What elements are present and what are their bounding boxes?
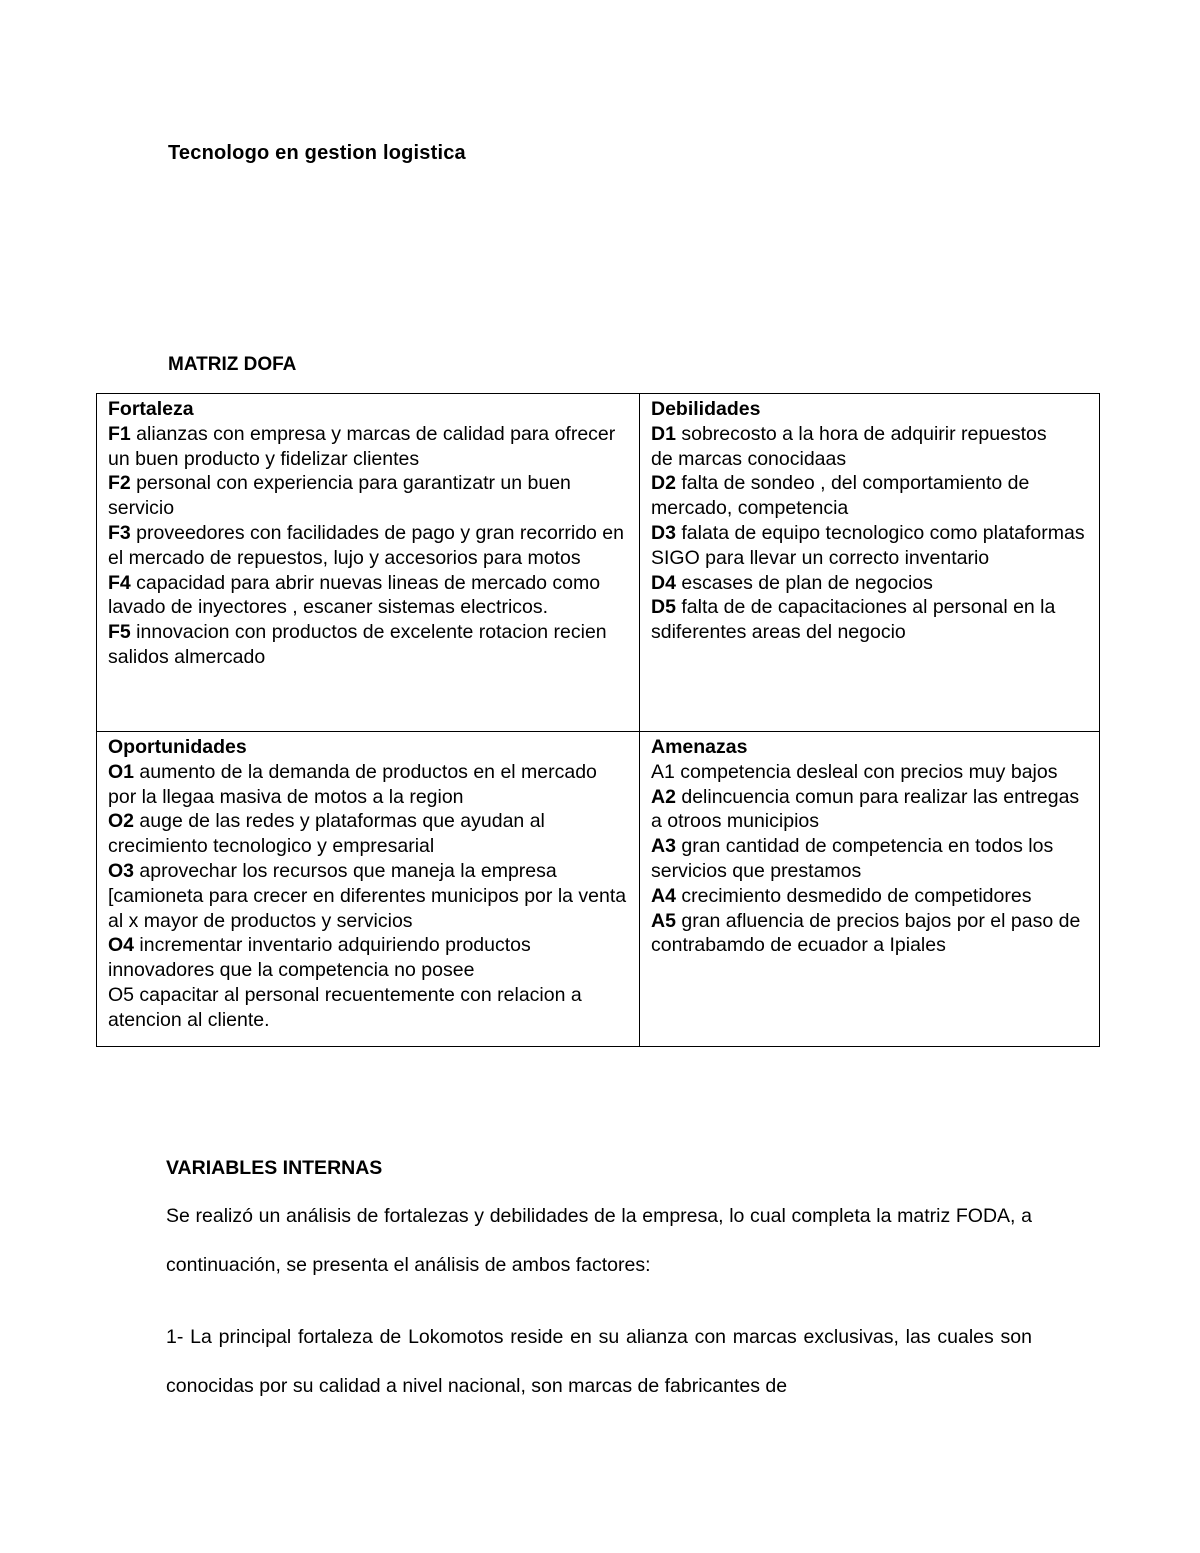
list-item bbox=[651, 571, 1089, 596]
paragraph-analysis-intro: Se realizó un análisis de fortalezas y debilidades de la empresa, lo cual completa la matriz FODA, a continuación, se presenta el análisis de ambos factores: bbox=[166, 1205, 1032, 1276]
item-code: A5 bbox=[651, 909, 676, 932]
document-title: Tecnologo en gestion logistica bbox=[168, 142, 466, 164]
item-text: crecimiento desmedido de competidores bbox=[675, 884, 1032, 907]
amenazas-list bbox=[651, 760, 1089, 958]
list-item bbox=[651, 521, 1089, 571]
list-item bbox=[651, 834, 1089, 884]
list-item bbox=[108, 760, 629, 810]
fortalezas-list bbox=[108, 422, 629, 670]
item-code: D5 bbox=[651, 596, 676, 619]
item-text: escases de plan de negocios bbox=[675, 571, 933, 594]
item-code: O1 bbox=[108, 760, 135, 783]
item-code: A2 bbox=[651, 785, 676, 808]
amenazas-heading: Amenazas bbox=[651, 736, 748, 758]
oportunidades-list bbox=[108, 760, 629, 1033]
list-item bbox=[108, 859, 629, 933]
item-text: gran afluencia de precios bajos por el paso de contrabamdo de ecuador a Ipiales bbox=[651, 909, 1081, 957]
item-code: F5 bbox=[108, 621, 131, 644]
item-code: O2 bbox=[108, 810, 135, 833]
item-text: gran cantidad de competencia en todos los servicios que prestamos bbox=[651, 835, 1054, 882]
item-code: A3 bbox=[651, 835, 676, 858]
list-item bbox=[651, 447, 1089, 472]
list-item bbox=[108, 471, 629, 521]
item-text: O5 capacitar al personal recuentemente con relacion a atencion al cliente. bbox=[108, 983, 582, 1031]
oportunidades-cell bbox=[97, 732, 640, 1047]
fortalezas-heading: Fortaleza bbox=[108, 398, 194, 420]
item-text: falata de equipo tecnologico como plataformas SIGO para llevar un correcto inventario bbox=[651, 521, 1085, 569]
item-text: aprovechar los recursos que maneja la empresa [camioneta para crecer en diferentes municipos por la venta al x mayor de productos y servicios bbox=[108, 859, 627, 932]
list-item bbox=[108, 809, 629, 859]
item-code: F4 bbox=[108, 571, 131, 594]
item-code: D1 bbox=[651, 422, 676, 445]
item-code: O4 bbox=[108, 934, 135, 957]
matrix-title: MATRIZ DOFA bbox=[168, 354, 297, 375]
section-title-variables-internas: VARIABLES INTERNAS bbox=[166, 1157, 383, 1179]
oportunidades-heading: Oportunidades bbox=[108, 736, 247, 758]
item-text: incrementar inventario adquiriendo productos innovadores que la competencia no posee bbox=[108, 934, 531, 982]
item-code: O3 bbox=[108, 859, 135, 882]
item-text: alianzas con empresa y marcas de calidad para ofrecer un buen producto y fidelizar clientes bbox=[108, 422, 616, 470]
item-code: D3 bbox=[651, 521, 676, 544]
list-item bbox=[651, 760, 1089, 785]
item-text: capacidad para abrir nuevas lineas de mercado como lavado de inyectores , escaner sistemas electricos. bbox=[108, 571, 601, 619]
list-item bbox=[651, 884, 1089, 909]
fortalezas-cell bbox=[97, 394, 640, 732]
item-text: falta de sondeo , del comportamiento de mercado, competencia bbox=[651, 472, 1030, 520]
item-text: de marcas conocidaas bbox=[651, 447, 847, 470]
item-text: proveedores con facilidades de pago y gran recorrido en el mercado de repuestos, lujo y accesorios para motos bbox=[108, 521, 624, 569]
item-code: F1 bbox=[108, 422, 131, 445]
dofa-matrix-table bbox=[96, 393, 1100, 1047]
list-item bbox=[108, 521, 629, 571]
item-text: aumento de la demanda de productos en el mercado por la llegaa masiva de motos a la region bbox=[108, 760, 597, 808]
item-text: falta de de capacitaciones al personal en la sdiferentes areas del negocio bbox=[651, 596, 1056, 644]
item-text: sobrecosto a la hora de adquirir repuestos bbox=[675, 422, 1047, 445]
item-text: innovacion con productos de excelente rotacion recien salidos almercado bbox=[108, 621, 607, 668]
item-code: D2 bbox=[651, 472, 676, 495]
item-text: A1 competencia desleal con precios muy bajos bbox=[651, 760, 1058, 783]
item-text: personal con experiencia para garantizatr un buen servicio bbox=[108, 472, 571, 520]
debilidades-list bbox=[651, 422, 1089, 645]
item-text: auge de las redes y plataformas que ayudan al crecimiento tecnologico y empresarial bbox=[108, 810, 545, 858]
list-item bbox=[651, 422, 1089, 447]
item-code: F3 bbox=[108, 521, 131, 544]
item-text: delincuencia comun para realizar las entregas a otroos municipios bbox=[651, 785, 1080, 833]
item-code: D4 bbox=[651, 571, 676, 594]
item-code: A4 bbox=[651, 884, 676, 907]
list-item bbox=[651, 595, 1089, 645]
paragraph-main-strength: 1- La principal fortaleza de Lokomotos reside en su alianza con marcas exclusivas, las cuales son conocidas por su calidad a nivel nacional, son marcas de fabricantes de bbox=[166, 1326, 1032, 1397]
list-item bbox=[108, 620, 629, 670]
list-item bbox=[651, 785, 1089, 835]
table-row bbox=[97, 394, 1100, 732]
list-item bbox=[108, 571, 629, 621]
list-item bbox=[651, 471, 1089, 521]
list-item bbox=[108, 933, 629, 983]
table-row bbox=[97, 732, 1100, 1047]
list-item bbox=[108, 422, 629, 472]
item-code: F2 bbox=[108, 472, 131, 495]
list-item bbox=[108, 983, 629, 1033]
debilidades-cell bbox=[640, 394, 1100, 732]
list-item bbox=[651, 909, 1089, 959]
debilidades-heading: Debilidades bbox=[651, 398, 761, 420]
amenazas-cell bbox=[640, 732, 1100, 1047]
